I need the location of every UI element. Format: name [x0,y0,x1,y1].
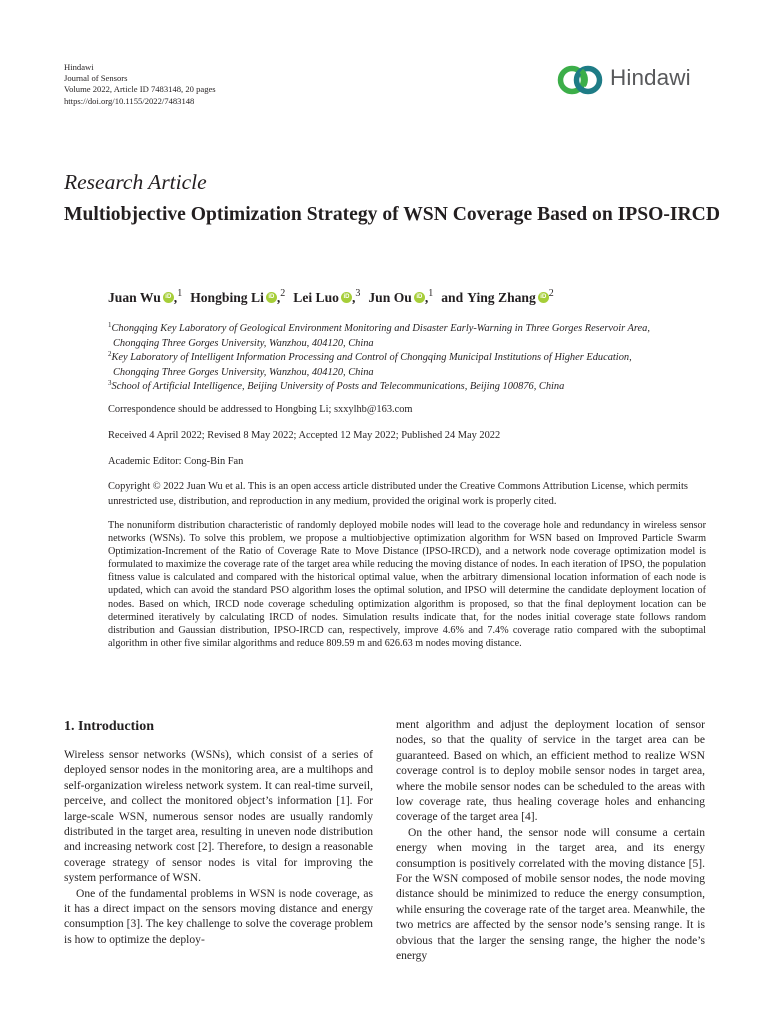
orcid-icon[interactable]: iD [414,292,425,303]
hindawi-logo[interactable] [557,62,707,98]
body-paragraph: ment algorithm and adjust the deployment location of sensor nodes, so that the quality of service in the target area can be guaranteed. Based on which, an efficient method to realize WSN coverage control is to deploy mobile sensor nodes in target area, where the mobile sensor nodes can be scheduled to the areas with low coverage rate, thus healing coverage holes and enhancing coverage of the target area [4]. [396,719,705,824]
correspondence: Correspondence should be addressed to Hongbing Li; sxxylhb@163.com [108,404,413,415]
author-affiliation-sup: 1 [428,287,434,299]
author-affiliation-sup: 1 [177,287,183,299]
author-name[interactable]: Lei Luo [293,290,339,305]
article-title: Multiobjective Optimization Strategy of WSN Coverage Based on IPSO-IRCD [64,204,720,225]
copyright-notice: Copyright © 2022 Juan Wu et al. This is an open access article distributed under the Creative Commons Attribution License, which permits unrestricted use, distribution, and reproduction in any medium, provided the original work is properly cited. [108,481,688,507]
body-column-right [396,718,705,965]
publication-dates: Received 4 April 2022; Revised 8 May 2022; Accepted 12 May 2022; Published 24 May 2022 [108,430,501,441]
doi-link[interactable]: https://doi.org/10.1155/2022/7483148 [64,95,195,106]
affiliation-item: $^3$School of Artificial Intelligence, Beijing University of Posts and Telecommunications, Beijing 100876, China [108,379,565,393]
body-paragraph: Wireless sensor networks (WSNs), which consist of a series of deployed sensor nodes in the monitoring area, are a multihops and self-organization wireless network system. It can real-time surveil, perceive, and collect the monitored object’s information [1]. For large-scale WSN, numerous sensor nodes are usually randomly distributed in the target area, resulting in uneven node distribution and increasing network cost [2]. Therefore, to design a reasonable coverage strategy of sensor nodes is vital for improving the system performance of WSN. [64,749,373,885]
hindawi-logo-text: Hindawi [610,65,691,90]
article-type: Research Article [64,170,207,194]
author-name[interactable]: Ying Zhang [467,290,536,305]
orcid-icon[interactable]: iD [538,292,549,303]
affiliation-item: $^1$Chongqing Key Laboratory of Geological Environment Monitoring and Disaster Early-Warning in Three Gorges Reservoir Area, Chongqing Three Gorges University, Wanzhou, 404120, China [108,321,650,349]
academic-editor: Academic Editor: Cong-Bin Fan [108,456,244,467]
hindawi-logo-icon [557,62,605,98]
affiliation-list [108,322,728,395]
orcid-icon[interactable]: iD [341,292,352,303]
abstract: The nonuniform distribution characteristic of randomly deployed mobile nodes will lead to the coverage hole and redundancy in wireless sensor networks (WSNs). To solve this problem, we propose a multiobjective optimization algorithm for WSN based on Improved Particle Swarm Optimization-Increment of the Ratio of Coverage Rate to Move Distance (IPSO-IRCD), and a network node coverage optimization model is formulated to maximize the coverage rate of the target area while reducing the moving distance of nodes. In each iteration of IPSO, the population fitness value is calculated and compared with the historical optimal value, when the arbitrary dimensional location information of each node is updated, which can avoid the standard PSO algorithm loses the optimal solution, and IPSO will determine the candidate deployment location of nodes. Based on which, IRCD node coverage scheduling optimization algorithm is proposed, so that the final deployment location can be determined iteratively by calculating IRCD of nodes. Simulation results indicate that, for the nodes initial coverage state follows random distribution and Gaussian distribution, IPSO-IRCD can, respectively, improve 4.6% and 7.4% coverage ratio compared with the suboptimal algorithm in other five similar algorithms and reduce 809.59 m and 626.63 m nodes moving distance. [108,520,706,649]
section-heading: 1. Introduction [64,719,154,734]
orcid-icon[interactable]: iD [266,292,277,303]
author-name[interactable]: Hongbing Li [190,290,264,305]
affiliation-item: $^2$Key Laboratory of Intelligent Information Processing and Control of Chongqing Municipal Institutions of Higher Education, Chongqing Three Gorges University, Wanzhou, 404120, China [108,350,632,378]
author-name[interactable]: Juan Wu [108,290,161,305]
body-paragraph: On the other hand, the sensor node will consume a certain energy when moving in the target area, and its energy consumption is positively correlated with the moving distance [5]. For the WSN composed of mobile sensor nodes, the node moving distance should be minimized to reduce the energy consumption, while ensuring the coverage rate of the target area. Meanwhile, the two metrics are affected by the sensor node’s sensing range. It is obvious that the larger the sensing range, the higher the node’s energy [396,826,705,963]
author-affiliation-sup: 2 [280,287,286,299]
author-affiliation-sup: 3 [355,287,361,299]
journal-header [64,62,216,107]
publisher-name: Hindawi [64,62,94,72]
author-affiliation-sup: 2 [548,287,554,299]
volume-line: Volume 2022, Article ID 7483148, 20 pages [64,84,216,95]
author-name[interactable]: Jun Ou [368,290,412,305]
body-column-left [64,718,373,948]
journal-name: Journal of Sensors [64,73,128,84]
author-conjunction: and [441,290,464,305]
author-list: Juan Wu iD , $^1$ Hongbing Li iD , $^2$ Lei Luo iD , $^3$ Jun Ou iD , $^1$ and Ying Zhang iD $^2$ [108,287,554,305]
body-paragraph: One of the fundamental problems in WSN is node coverage, as it has a direct impact on the sensors moving distance and energy consumption [3]. The key challenge to solve the coverage problem is how to optimize the deploy- [64,887,373,946]
orcid-icon[interactable]: iD [163,292,174,303]
